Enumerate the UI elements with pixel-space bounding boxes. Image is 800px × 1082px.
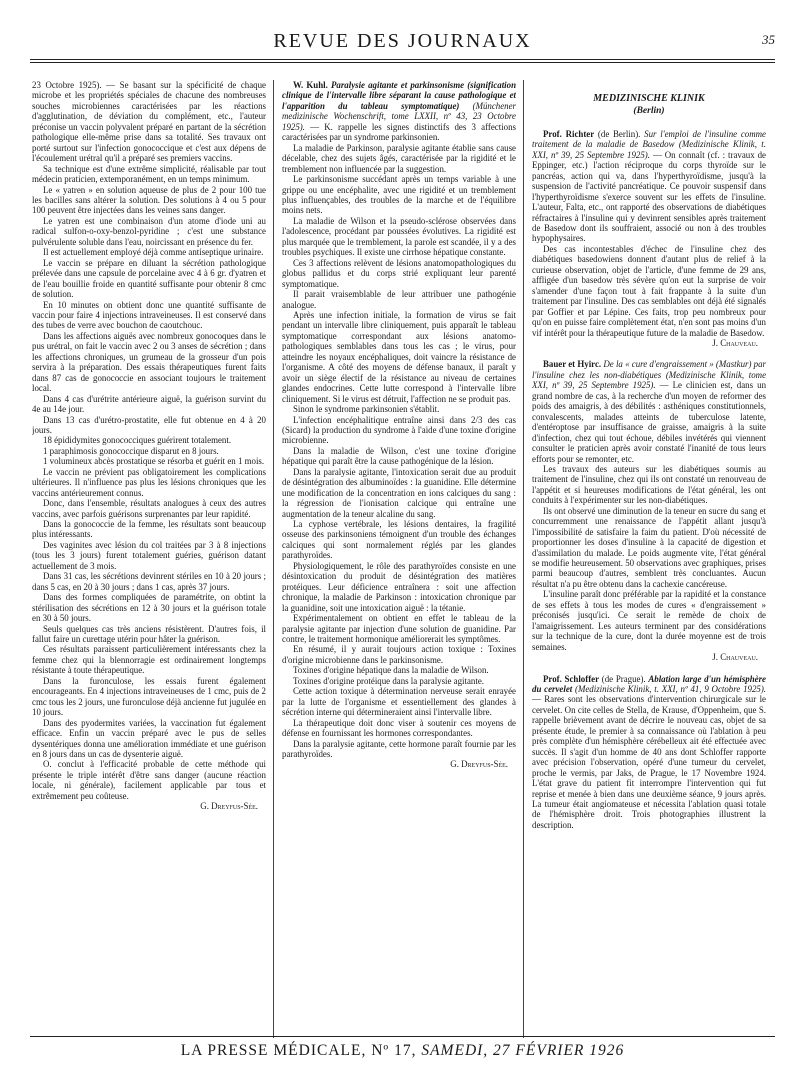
paragraph: Il parait vraisemblable de leur attribuer une pathogénie analogue. <box>282 289 516 310</box>
article-source: (Münchener medizinische Wochenschrift, tome LXXII, nº 43, 23 Octobre 1925). <box>282 100 516 132</box>
article-body <box>532 464 766 652</box>
article-author-city: (de Berlin). <box>597 128 641 139</box>
column-middle <box>282 80 516 1034</box>
article-lead-text: — K. rappelle les signes distinctifs des 3 affections caractérisées par un syndrome parkinsonien. <box>282 121 516 143</box>
paragraph: Les travaux des auteurs sur les diabétiques soumis au traitement de l'insuline, chez qui ils ont constaté un renouveau de l'appétit et si heureuses modifications de l'état général, les ont conduits à l'expérimenter sur les non-diabétiques. <box>532 463 766 506</box>
paragraph: La thérapeutique doit donc viser à soutenir ces moyens de défense en fournissant les hormones correspondantes. <box>282 717 516 739</box>
paragraph: Ces résultats paraissent particulièrement intéressants chez la femme chez qui la blennorragie est ordinairement longtemps résistante à toute thérapeutique. <box>32 644 266 676</box>
paragraph: En 10 minutes on obtient donc une quantité suffisante de vaccin pour faire 4 injections intraveineuses. Il est conservé dans des tubes de verre avec bouchon de caoutchouc. <box>32 299 266 331</box>
paragraph: Le vaccin ne prévient pas obligatoirement les complications ultérieures. Il n'influence pas plus les lésions chroniques que les vaccins antérieurement connus. <box>32 466 266 498</box>
paragraph: En résumé, il y aurait toujours action toxique : Toxines d'origine microbienne dans le parkinsonisme. <box>282 644 516 665</box>
paragraph: Dans 4 cas d'urétrite antérieure aiguë, la guérison survint du 4e au 14e jour. <box>32 393 266 415</box>
paragraph: Toxines d'origine protéique dans la paralysie agitante. <box>293 675 484 686</box>
article-lead <box>532 674 766 831</box>
paragraph: La maladie de Parkinson, paralysie agitante établie sans cause décelable, chez des sujets âgés, caractérisée par la rigidité et le tremblement non influencée par la suggestion. <box>282 142 516 174</box>
article-source: (Medizinische Klinik, t. XXI, nº 39, 25 Septembre 1925). <box>532 139 766 160</box>
article-author: Prof. Richter <box>543 128 595 139</box>
article-lead-text: — Le clinicien est, dans un grand nombre de cas, à la recherche d'un moyen de reformer des poids des amaigris, à des débilités : asthéniques constitutionnels, convalescents, malades atteints de tuberculose latente, d'entéroptose par insuffisance de graisse, amaigris à la suite d'infection, chez qui tout échoue, débiles invétérés qui viennent consulter le praticien après avoir constaté l'inanité de tous leurs efforts pour se remonter, etc. <box>532 380 766 464</box>
paragraph: Dans la maladie de Wilson, c'est une toxine d'origine hépatique qui paraît être la cause pathogénique de la lésion. <box>282 445 516 467</box>
section-city: (Berlin) <box>633 106 665 117</box>
paragraph: Dans 31 cas, les sécrétions devinrent stériles en 10 à 20 jours ; dans 5 cas, en 20 à 30 jours ; dans 1 cas, après 37 jours. <box>32 571 266 592</box>
article-signature: G. Dreyfus-Sée. <box>200 801 258 812</box>
article-lead <box>532 359 766 464</box>
article-source: (Medizinische Klinik, t. XXI, nº 41, 9 Octobre 1925). <box>575 684 766 695</box>
article-title: De la « cure d'engraissement » (Mastkur) par l'insuline chez les non-diabétiques <box>532 359 766 380</box>
article-lead <box>282 80 516 143</box>
section-heading: MEDIZINISCHE KLINIK <box>593 93 705 104</box>
paragraph: 1 volumineux abcès prostatique se résorba et guérit en 1 mois. <box>43 456 265 467</box>
paragraph: Dans les affections aiguës avec nombreux gonocoques dans le pus urétral, on fait le vaccin avec 2 ou 3 anses de sécrétion ; dans les affections chroniques, un grumeau de la grosseur d'un pois servira à la préparation. Des essais thérapeutiques furent faits dans 87 cas de gonococcie en associant toujours le traitement local. <box>32 330 266 394</box>
article-signature: J. Chauveau. <box>712 337 758 348</box>
article-body <box>532 244 766 338</box>
article-author: Bauer et Hyirc. <box>543 359 602 370</box>
paragraph: Le yatren est une combinaison d'un atome d'iode uni au radical sulfon-o-oxy-benzol-pyridine ; c'est une substance pulvérulente soluble dans l'eau, noircissant en présence du fer. <box>32 215 266 247</box>
paragraph: Dans 13 cas d'urétro-prostatite, elle fut obtenue en 4 à 20 jours. <box>32 414 266 435</box>
column-divider <box>523 80 524 1038</box>
page-number: 35 <box>762 32 775 47</box>
paragraph: Ces 3 affections relèvent de lésions anatomopathologiques du globus pallidus et du corps strié expliquant leur parenté symptomatique. <box>282 257 516 289</box>
paragraph: Le vaccin se prépare en diluant la sécrétion pathologique prélevée dans une capsule de porcelaine avec 4 à 6 gr. d'yatren et de l'eau bouillie froide en quantité suffisante pour obtenir 8 cmc de solution. <box>32 257 266 300</box>
paragraph: Le parkinsonisme succédant après un temps variable à une grippe ou une encéphalite, avec une rigidité et un tremblement plus influençables, des troubles de la marche et de l'équilibre moins nets. <box>282 174 516 216</box>
article-signature: G. Dreyfus-Sée. <box>450 759 508 770</box>
paragraph: Sinon le syndrome parkinsonien s'établit. <box>293 404 440 415</box>
paragraph: 23 Octobre 1925). — Se basant sur la spécificité de chaque microbe et les propriétés spéciales de chacune des nombreuses souches microbiennes caractérisées par les réactions d'agglutination, de déviation du complément, etc., l'auteur préconise un vaccin polyvalent préparé en partant de la sécrétion pathologique elle-même prise dans sa totalité. Ses travaux ont porté surtout sur l'infection gonococcique et c'est aux dépens de l'écoulement urétral qu'il a préparé ses premiers vaccins. <box>32 80 266 164</box>
paragraph: Dans la paralysie agitante, l'intoxication serait due au produit de désintégration des albuminoïdes : la guanidine. Elle détermine une modification de la concentration en ions calciques du sang : la régression de l'ionisation calcique qui entraîne une augmentation de la teneur alcaline du sang. <box>282 466 516 519</box>
article-signature: J. Chauveau. <box>712 652 758 663</box>
article-title: Sur l'emploi de l'insuline comme traitement de la maladie de Basedow <box>532 128 766 150</box>
paragraph: Donc, dans l'ensemble, résultats analogues à ceux des autres vaccins, avec parfois guérisons surprenantes par leur rapidité. <box>32 498 266 519</box>
column-left <box>32 80 266 1034</box>
paragraph: 18 épididymites gonococciques guérirent totalement. <box>43 435 232 446</box>
paragraph: L'insuline paraît donc préférable par la rapidité et la constance de ses effets à tous les modes de cures « d'engraissement » préconisés jusqu'ici. Ce serait le remède de choix de l'amaigrissement. Les auteurs terminent par des considérations sur la technique de la cure, dont la durée moyenne est de trois semaines. <box>532 589 766 652</box>
paragraph: L'infection encéphalitique entraîne ainsi dans 2/3 des cas (Sicard) la production du syndrome à l'aide d'une toxine d'origine microbienne. <box>282 414 516 446</box>
paragraph: Le « yatren » en solution aqueuse de plus de 2 pour 100 tue les bacilles sans altérer la solution. Des solutions à 4 ou 5 pour 100 peuvent être injectées dans les veines sans danger. <box>32 184 266 216</box>
article-source: (Medizinische Klinik, tome XXI, nº 39, 25 Septembre 1925). <box>532 369 766 391</box>
journal-section-title: REVUE DES JOURNAUX <box>273 30 532 52</box>
article-author-city: (de Prague). <box>601 673 646 684</box>
paragraph: La cyphose vertébrale, les lésions dentaires, la fragilité osseuse des parkinsoniens témoignent d'un trouble des échanges calciques qui sont normalement réglés par les glandes parathyroïdes. <box>282 519 516 561</box>
paragraph: Après une infection initiale, la formation de virus se fait pendant un intervalle libre cliniquement, puis apparaît le tableau symptomatique correspondant aux lésions anatomo-pathologiques semblables dans tous les cas ; le virus, pour atteindre les noyaux encéphaliques, doit vaincre la résistance de l'organisme. A côté des moyens de défense banaux, il paraît y avoir un siège électif de la résistance au niveau de certaines glandes endocrines. Cette lutte correspond à l'intervalle libre cliniquement. Si le virus est détruit, l'affection ne se produit pas. <box>282 309 516 404</box>
header-rule <box>30 59 775 60</box>
article-body <box>282 143 516 760</box>
article-title: Ablation large d'un hémisphère du cervelet <box>532 673 766 695</box>
footer-rule <box>30 1036 775 1037</box>
page-footer <box>30 1042 775 1064</box>
paragraph: Des vaginites avec lésion du col traitées par 3 à 8 injections (tous les 3 jours) furent totalement guéries, guérison datant actuellement de 3 mois. <box>32 539 266 571</box>
paragraph: Dans la paralysie agitante, cette hormone paraît fournie par les parathyroïdes. <box>282 738 516 759</box>
paragraph: Dans la gonococcie de la femme, les résultats sont beaucoup plus intéressants. <box>32 519 266 540</box>
article-author: Prof. Schloffer <box>543 673 600 684</box>
paragraph: Expérimentalement on obtient en effet le tableau de la paralysie agitante par injection d'une solution de guanidine. Par contre, le traitement hormonique améliorerait les symptômes. <box>282 613 516 645</box>
paragraph: O. conclut à l'efficacité probable de cette méthode qui présente le triple intérêt d'être sans danger (aucune réaction locale, ni générale), facilement applicable par tous et extrêmement peu coûteuse. <box>32 759 266 801</box>
article-author: W. Kuhl. <box>293 80 328 90</box>
paragraph: Sa technique est d'une extrême simplicité, réalisable par tout médecin praticien, extemporanément, en un temps minimum. <box>32 163 266 185</box>
footer-journal: LA PRESSE MÉDICALE, Nº 17, <box>180 1042 417 1059</box>
column-right <box>532 80 766 1034</box>
footer-date: SAMEDI, 27 FÉVRIER 1926 <box>421 1042 625 1059</box>
paragraph: Dans des pyodermites variées, la vaccination fut également efficace. Enfin un vaccin préparé avec le pus de selles dysentériques donna une amélioration immédiate et une guérison en 8 jours dans un cas de dysenterie aiguë. <box>32 717 266 759</box>
paragraph: Cette action toxique à détermination nerveuse serait enrayée par la lutte de l'organisme et essentiellement des glandes à sécrétion interne qui détermineraient ainsi l'intervalle libre. <box>282 686 516 718</box>
paragraph: Seuls quelques cas très anciens résistèrent. D'autres fois, il fallut faire un curettage utérin pour hâter la guérison. <box>32 623 266 645</box>
paragraph: Toxines d'origine hépatique dans la maladie de Wilson. <box>293 665 489 676</box>
article-lead-text: — Rares sont les observations d'intervention chirurgicale sur le cervelet. On cite celles de Stella, de Krause, d'Oppenheim, que S. rappelle brièvement avant de décrire le nouveau cas, objet de sa présente étude, le premier à sa connaissance où l'ablation à peu près complète d'un hémisphère cérébelleux ait été effectuée avec succès. Il s'agit d'un homme de 40 ans dont Schloffer rapporte avec précision l'observation, opéré d'une tumeur du cervelet, proche le vermis, par Jaks, de Prague, le 17 Novembre 1924. L'état grave du patient fit interrompre l'intervention qui fut reprise et menée à bien dans une deuxième séance, 9 jours après. La tumeur était angiomateuse et nécessita l'ablation quasi totale de l'hémisphère droit. Trois photographies illustrent la description. <box>532 694 766 830</box>
paragraph: Il est actuellement employé déjà comme antiseptique urinaire. <box>43 247 264 258</box>
article-lead-text: — On connaît (cf. : travaux de Eppinger, etc.) l'action réciproque du corps thyroïde sur le pancréas, action qui va, dans l'hyperthyroïdisme, jusqu'à la suspension de l'activité pancréatique. Ce pouvoir suspensif dans l'hyperthyroïdisme s'exerce souvent sur les effets de l'insuline. L'auteur, Falta, etc., ont rapporté des observations de diabétiques réfractaires à l'insuline qui y devinrent sensibles après traitement de Basedow dont ils souffraient, associé ou non à des troubles hypophysaires. <box>532 149 766 244</box>
page-header <box>30 30 775 56</box>
paragraph: Ils ont observé une diminution de la teneur en sucre du sang et concurremment une renaissance de l'appétit allant jusqu'à l'impossibilité de satisfaire la faim du patient. D'où nécessité de proportionner les doses d'insuline à la capacité de digestion et d'assimilation du malade. Le poids augmente vite, l'état général se modifie heureusement. 50 observations avec graphiques, prises parmi beaucoup d'autres, semblent très concluantes. Aucun résultat n'a pu être obtenu dans la cachexie cancéreuse. <box>532 505 766 589</box>
paragraph: Dans la furonculose, les essais furent également encourageants. En 4 injections intraveineuses de 1 cmc, puis de 2 cmc tous les 2 jours, une furonculose déjà ancienne fut jugulée en 10 jours. <box>32 675 266 718</box>
article-body <box>32 80 266 801</box>
paragraph: 1 paraphimosis gonococcique disparut en 8 jours. <box>43 445 219 456</box>
column-divider <box>273 80 274 1038</box>
paragraph: La maladie de Wilson et la pseudo-sclérose observées dans l'adolescence, procédant par poussées évolutives. La rigidité est plus marquée que le tremblement, la parole est scandée, il y a des troubles psychiques. Il existe une cirrhose hépatique constante. <box>282 215 516 258</box>
paragraph: Des cas incontestables d'échec de l'insuline chez des diabétiques basedowiens donnent d'autant plus de relief à la curieuse observation, objet de l'article, d'une femme de 29 ans, affligée d'un basedow très sévère qu'on eut la surprise de voir s'amender d'une façon tout à fait frappante à la suite d'un traitement par l'insuline. Des cas semblables ont déjà été signalés par Goffier et par Lépine. Ces faits, trop peu nombreux pour qu'on en puisse faire complètement état, n'en sont pas moins d'un vif intérêt pour la thérapeutique future de la maladie de Basedow. <box>532 243 766 338</box>
article-title: Paralysie agitante et parkinsonisme (signification clinique de l'intervalle libre séparant la cause pathologique et l'apparition du tableau symptomatique) <box>282 80 516 111</box>
paragraph: Physiologiquement, le rôle des parathyroïdes consiste en une désintoxication du produit de désintégration des matières protéiques. Leur déficience entraînera : soit une affection chronique, la maladie de Parkinson : intoxication chronique par la guanidine, soit une intoxication aiguë : la tétanie. <box>282 560 516 613</box>
header-rule-thin <box>30 62 775 63</box>
paragraph: Dans des formes compliquées de paramétrite, on obtint la stérilisation des sécrétions en 12 à 30 jours et la guérison totale en 30 à 50 jours. <box>32 592 266 624</box>
article-lead <box>532 129 766 244</box>
